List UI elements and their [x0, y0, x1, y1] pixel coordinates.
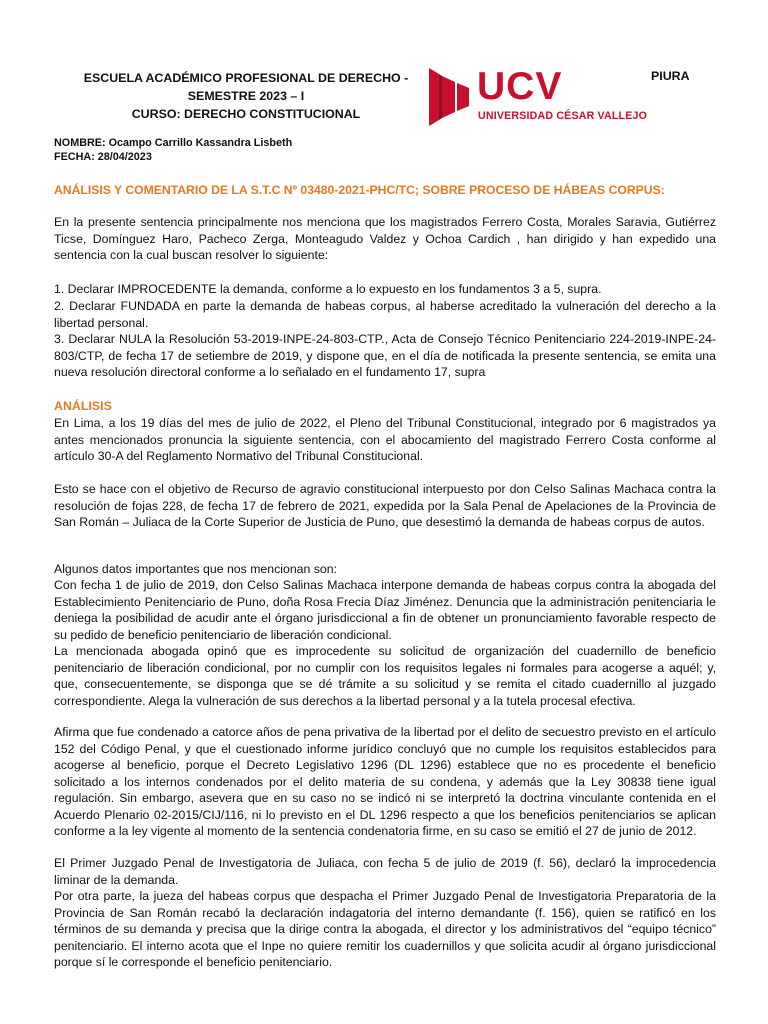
data-paragraph-5: Por otra parte, la jueza del habeas corpus que despacha el Primer Juzgado Penal de Investigatoria Preparatoria de la Provincia de San Román recabó la declaración indagatoria del interno demandante (f. 156), quien se ratificó en los términos de su demanda y precisa que la dirige contra la abogada, el director y los administrativos del “equipo técnico” penitenciario. El interno acota que el Inpe no quiere remitir los cuadernillos y que solicita acudir al órgano jurisdiccional porque sí le corresponde el beneficio penitenciario.: [54, 889, 716, 969]
data-paragraph-3: Afirma que fue condenado a catorce años de pena privativa de la libertad por el delito de secuestro previsto en el artículo 152 del Código Penal, y que el cuestionado informe jurídico concluyó que no cumple los requisitos establecidos para acogerse al beneficio, porque el Decreto Legislativo 1296 (DL 1296) establece que no es procedente el beneficio solicitado a los internos condenados por el delito materia de su condena, y además que la Ley 30838 tiene igual regulación. Sin embargo, asevera que en su caso no se indicó ni se interpretó la doctrina vinculante contenida en el Acuerdo Plenario 02-2015/CIJ/116, ni lo previsto en el DL 1296 respecto a que los beneficios penitenciarios se aplican conforme a la ley vigente al momento de la sentencia condenatoria firme, en su caso se emitió el 27 de junio de 2012.: [54, 725, 716, 838]
intro-paragraph: En la presente sentencia principalmente nos menciona que los magistrados Ferrero Costa, Morales Saravia, Gutiérrez Ticse, Domínguez Haro, Pacheco Zerga, Monteagudo Valdez y Ochoa Cardich , han dirigido y han expedido una sentencia con la cual buscan resolver lo siguiente:: [54, 215, 716, 262]
analysis-paragraph-2: Esto se hace con el objetivo de Recurso de agravio constitucional interpuesto por don Celso Salinas Machaca contra la resolución de fojas 228, de fecha 17 de febrero de 2021, expedida por la Sala Penal de Apelaciones de la Provincia de San Román – Juliaca de la Corte Superior de Justicia de Puno, que desestimó la demanda de habeas corpus de autos.: [54, 482, 716, 529]
student-name: NOMBRE: Ocampo Carrillo Kassandra Lisbeth: [54, 137, 293, 149]
logo-university-name: UNIVERSIDAD CÉSAR VALLEJO: [478, 110, 648, 122]
header-semester: SEMESTRE 2023 – I: [187, 89, 305, 103]
logo-acronym: UCV: [477, 65, 563, 108]
resolution-item-3: 3. Declarar NULA la Resolución 53-2019-INPE-24-803-CTP., Acta de Consejo Técnico Penitenciario 224-2019-INPE-24-803/CTP, de fecha 17 de setiembre de 2019, y dispone que, en el día de notificada la presente sentencia, se emita una nueva resolución directoral conforme a lo señalado en el fundamento 17, supra: [54, 332, 716, 379]
data-paragraph-4: El Primer Juzgado Penal de Investigatoria de Juliaca, con fecha 5 de julio de 2019 (f. 56), declaró la improcedencia liminar de la demanda.: [54, 856, 716, 887]
header-city: PIURA: [651, 69, 690, 83]
analysis-heading: ANÁLISIS: [54, 399, 112, 413]
ucv-logo: [427, 64, 647, 130]
header-school: ESCUELA ACADÉMICO PROFESIONAL DE DERECHO -: [83, 71, 409, 85]
student-meta: [54, 137, 292, 164]
data-paragraph-2: La mencionada abogada opinó que es improcedente su solicitud de organización del cuadernillo de beneficio penitenciario de liberación condicional, por no cumplir con los requisitos legales ni formales para acogerse a aquél; y, que, consecuentemente, se disponga que se dé trámite a su solicitud y se remita el citado cuadernillo al juzgado correspondiente. Alega la vulneración de sus derechos a la libertad personal y a la tutela procesal efectiva.: [54, 644, 716, 708]
header-course: CURSO: DERECHO CONSTITUCIONAL: [131, 107, 361, 121]
submission-date: FECHA: 28/04/2023: [54, 150, 152, 163]
institution-header: [76, 69, 416, 123]
resolution-item-2: 2. Declarar FUNDADA en parte la demanda de habeas corpus, al haberse acreditado la vulneración del derecho a la libertad personal.: [54, 299, 716, 330]
analysis-paragraph-1: En Lima, a los 19 días del mes de julio de 2022, el Pleno del Tribunal Constitucional, integrado por 6 magistrados ya antes mencionados pronuncia la siguiente sentencia, con el abocamiento del magistrado Ferrero Costa conforme al artículo 30-A del Reglamento Normativo del Tribunal Constitucional.: [54, 416, 716, 463]
document-title: ANÁLISIS Y COMENTARIO DE LA S.T.C Nº 03480-2021-PHC/TC; SOBRE PROCESO DE HÁBEAS CORPUS:: [54, 183, 665, 197]
data-intro: Algunos datos importantes que nos mencionan son:: [54, 562, 338, 576]
resolution-item-1: 1. Declarar IMPROCEDENTE la demanda, conforme a lo expuesto en los fundamentos 3 a 5, supra.: [54, 282, 602, 296]
ucv-shield-icon: [427, 64, 471, 130]
data-paragraph-1: Con fecha 1 de julio de 2019, don Celso Salinas Machaca interpone demanda de habeas corpus contra la abogada del Establecimiento Penitenciario de Puno, doña Rosa Frecia Díaz Jiménez. Denuncia que la administración penitenciaria le deniega la posibilidad de acudir ante el órgano jurisdiccional a fin de obtener un pronunciamiento favorable respecto de su pedido de beneficio penitenciario de liberación condicional.: [54, 578, 716, 642]
